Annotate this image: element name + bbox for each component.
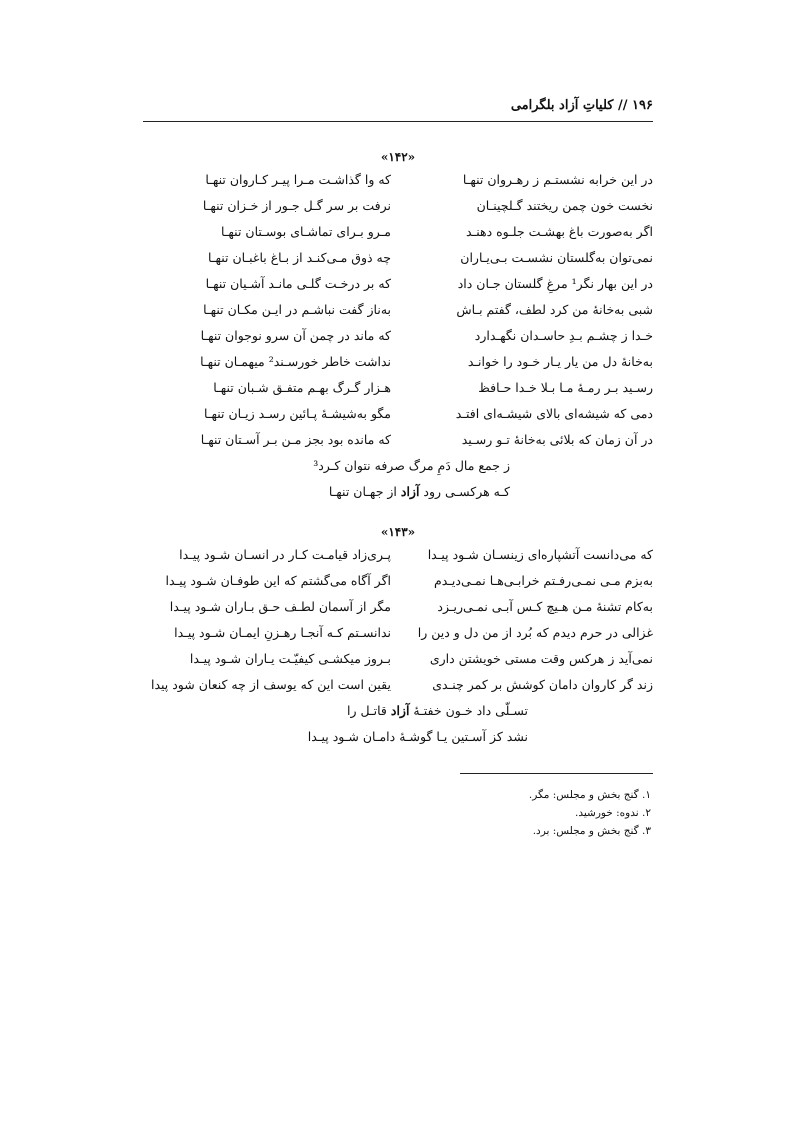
hemistich-right: که می‌دانست آتشپاره‌ای زینسـان شـود پیـدا [427,547,653,562]
hemistich-left: که مانده بود بجز مـن بـر آسـتان تنهـا [200,432,391,447]
footnotes [351,786,651,840]
bayt [143,273,653,299]
hemistich-right: شبی به‌خانهٔ من کرد لطف، گفتم بـاش [456,302,653,317]
bayt [143,169,653,195]
hemistich-right: به‌خانهٔ دل من یار یـار خـود را خوانـد [467,354,653,369]
hemistich-right: در آن زمان که بلائی به‌خانهٔ تـو رسـید [461,432,653,447]
bayt [143,351,653,377]
bayt [143,195,653,221]
hemistich-right: اگر به‌صورت باغ بهشـت جلـوه دهنـد [465,224,653,239]
hemistich-left: اگر آگاه می‌گشتم که این طوفـان شـود پیـدا [165,573,391,588]
hemistich-left: که ماند در چمن آن سرو نوجوان تنهـا [200,328,391,343]
footnote: ۳. گنج بخش و مجلس: برد. [532,825,651,837]
footnote-rule [460,773,653,774]
hemistich-right: نخست خون چمن ریختند گـلچینـان [476,198,653,213]
closing-hemistich [347,700,528,722]
hemistich-left: یقین است این که یوسف از چه کنعان شود پیدا [150,677,391,692]
hemistich-left: هـزار گـرگ بهـم متفـق شـبان تنهـا [213,380,391,395]
hemistich-left: که وا گذاشـت مـرا پیـر کـاروان تنهـا [205,172,391,187]
hemistich-left: به‌ناز گفت نباشـم در ایـن مکـان تنهـا [203,302,391,317]
poem-number-142: «۱۴۲» [380,150,416,164]
closing-line [143,726,653,752]
verse-text: تسـلّی داد خـون خفتـهٔ [409,703,528,718]
verse-text: از جهـان تنهـا [328,484,401,499]
footnote: ۱. گنج بخش و مجلس: مگر. [528,789,651,801]
hemistich-right: در این خرابه نشستـم ز رهـروان تنهـا [462,172,653,187]
bayt [143,544,653,570]
hemistich-right: نمی‌آید ز هرکس وقت مستی خویشتن داری [429,651,653,666]
bayt [143,377,653,403]
hemistich-left: نرفت بر سر گـل جـور از خـزان تنهـا [202,198,391,213]
poem-number-143: «۱۴۳» [380,525,416,539]
hemistich-left: چه ذوق مـی‌کنـد از بـاغ باغبـان تنهـا [208,250,391,265]
bayt [143,570,653,596]
verse-text: کـه هرکسـی رود [419,484,510,499]
page-number: ۱۹۶ [632,98,653,113]
closing-hemistich: نشد کز آسـتین یـا گوشـهٔ دامـان شـود پیـدا [307,729,528,744]
hemistich-left: مگر از آسمان لطـف حـق بـاران شـود پیـدا [169,599,391,614]
closing-line [143,700,653,726]
closing-hemistich [329,481,510,503]
bayt [143,429,653,455]
bayt [143,247,653,273]
closing-hemistich: ز جمع مال دَمِ مرگ صرفه نتوان کـرد³ [313,458,510,473]
hemistich-left: که بر درخـت گلـی مانـد آشـیان تنهـا [205,276,391,291]
hemistich-right: زند گر کاروان دامان کوشش بر کمر چنـدی [432,677,653,692]
poem-142 [143,169,653,507]
bayt [143,596,653,622]
bayt [143,403,653,429]
hemistich-right: رسـید بـر رمـهٔ مـا بـلا خـدا حـافظ [478,380,653,395]
footnote: ۲. ندوه: خورشید. [575,807,651,819]
closing-line [143,481,653,507]
hemistich-right: به‌بزم مـی نمـی‌رفـتم خرابـی‌هـا نمـی‌دیـدم [433,573,653,588]
hemistich-left: پـری‌زاد قیامـت کـار در انسـان شـود پیـدا [179,547,391,562]
header-separator: // [618,98,628,113]
hemistich-left: ندانسـتم کـه آنجـا رهـزنِ ایمـان شـود پیـدا [174,625,391,640]
hemistich-right: نمی‌توان به‌گلستان نشسـت بـی‌یـاران [460,250,653,265]
bayt [143,674,653,700]
hemistich-left: مـرو بـرای تماشـای بوسـتان تنهـا [220,224,391,239]
hemistich-left: نداشت خاطر خورسـند² میهمـان تنهـا [200,354,391,369]
hemistich-right: غزالی در حرم دیدم که بُرد از من دل و دین را [417,625,653,640]
bayt [143,622,653,648]
hemistich-right: خـدا ز چشـم بـدِ حاسـدان نگهـدارد [474,328,653,343]
header-rule [143,121,653,122]
hemistich-left: مگو به‌شیشـهٔ پـائین رسـد زیـان تنهـا [204,406,391,421]
poet-name: آزاد [390,703,410,718]
bayt [143,221,653,247]
running-header [143,98,653,120]
poet-name: آزاد [400,484,420,499]
bayt [143,299,653,325]
hemistich-right: دمی که شیشه‌ای بالای شیشـه‌ای افتـد [455,406,653,421]
verse-text: قاتـل را [347,703,391,718]
poem-143 [143,544,653,752]
closing-line [143,455,653,481]
hemistich-left: بـروز میکشـی کیفیّـت یـاران شـود پیـدا [189,651,391,666]
bayt [143,325,653,351]
hemistich-right: در این بهار نگر¹ مرغِ گلستان جـان داد [457,276,653,291]
book-title: کلیاتِ آزاد بلگرامی [510,98,614,113]
bayt [143,648,653,674]
hemistich-right: به‌کام تشنهٔ مـن هـیچ کـس آبـی نمـی‌ریـزد [437,599,653,614]
